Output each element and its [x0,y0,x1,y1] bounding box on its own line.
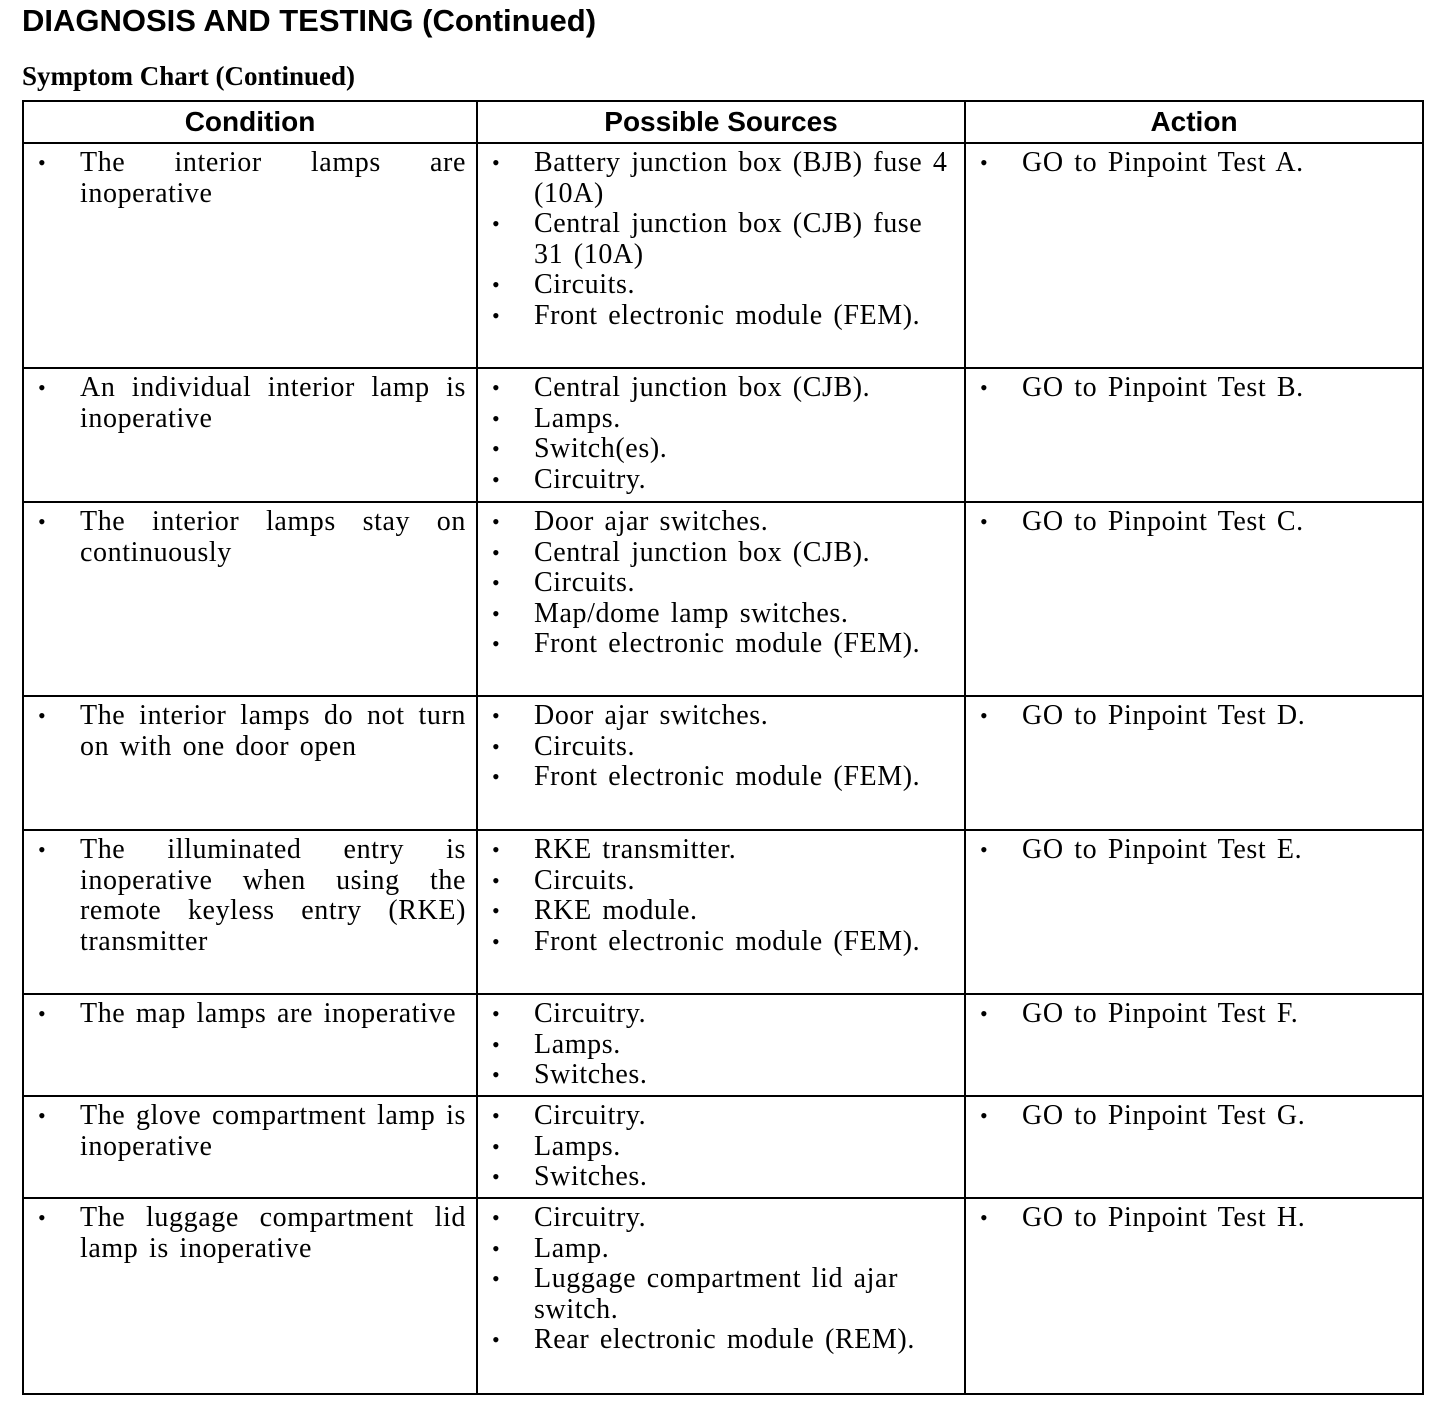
source-text: Circuitry. [534,1202,647,1233]
bullet-icon: • [492,1062,501,1087]
list-item [24,999,466,1030]
action-list [966,835,1412,866]
action-text: GO to Pinpoint Test G. [1022,1100,1306,1131]
condition-cell [23,1096,477,1198]
action-cell [965,696,1423,830]
list-item [24,148,466,209]
condition-cell [23,830,477,994]
source-text: Front electronic module (FEM). [534,925,921,957]
condition-text: The illuminated entry is inoperative when using the remote keyless entry (RKE) transmitter [80,834,466,957]
list-item [966,507,1412,538]
bullet-icon: • [492,509,501,534]
table-header-row [23,101,1423,143]
bullet-icon: • [38,1205,47,1230]
bullet-icon: • [492,837,501,862]
list-item [478,835,954,866]
action-text: GO to Pinpoint Test C. [1022,506,1304,537]
source-list [478,701,954,793]
bullet-icon: • [492,436,501,461]
list-item [966,701,1412,732]
action-list [966,507,1412,538]
list-item [478,1101,954,1132]
condition-text: The interior lamps stay on continuously [80,506,466,568]
bullet-icon: • [492,1235,501,1261]
bullet-icon: • [980,1103,989,1128]
action-list [966,1101,1412,1132]
condition-cell [23,368,477,502]
source-text: Circuits. [534,730,636,762]
list-item [478,270,954,301]
action-cell [965,1198,1423,1394]
bullet-icon: • [492,1103,501,1128]
list-item [24,835,466,957]
action-text: GO to Pinpoint Test F. [1022,998,1299,1029]
bullet-icon: • [980,1205,989,1230]
condition-cell [23,502,477,696]
source-text: RKE transmitter. [534,834,737,865]
list-item [478,1132,954,1163]
list-item [478,465,954,496]
list-item [24,1101,466,1162]
source-text: Switches. [534,1059,648,1090]
list-item [966,999,1412,1030]
symptom-chart-table [22,100,1424,1395]
action-cell [965,143,1423,368]
list-item [478,1234,954,1265]
source-text: Battery junction box (BJB) fuse 4 (10A) [534,147,948,209]
action-list [966,1203,1412,1234]
list-item [478,148,954,209]
list-item [966,1101,1412,1132]
list-item [478,927,954,958]
condition-text: The map lamps are inoperative [80,998,457,1029]
action-text: GO to Pinpoint Test E. [1022,834,1303,865]
table-row [23,502,1423,696]
list-item [24,1203,466,1264]
condition-cell [23,1198,477,1394]
table-row [23,143,1423,368]
list-item [478,507,954,538]
source-list [478,999,954,1091]
column-header-action: Action [965,101,1423,143]
list-item [24,507,466,568]
source-text: Door ajar switches. [534,506,769,537]
list-item [478,1030,954,1061]
bullet-icon: • [492,211,501,236]
action-cell [965,994,1423,1096]
bullet-icon: • [492,600,501,626]
source-text: Circuitry. [534,463,647,495]
bullet-icon: • [492,1205,501,1230]
table-row [23,1096,1423,1198]
source-text: Rear electronic module (REM). [534,1324,915,1355]
source-text: Lamps. [534,402,621,434]
list-item [24,373,466,434]
bullet-icon: • [492,898,501,923]
list-item [478,629,954,660]
source-text: Circuits. [534,269,636,300]
condition-text: The interior lamps are inoperative [80,147,466,209]
action-list [966,373,1412,404]
action-cell [965,502,1423,696]
source-text: RKE module. [534,895,698,926]
condition-cell [23,696,477,830]
source-list [478,148,954,331]
list-item [478,1325,954,1356]
column-header-condition: Condition [23,101,477,143]
list-item [478,1162,954,1193]
table-row [23,1198,1423,1394]
list-item [478,701,954,732]
source-text: Map/dome lamp switches. [534,597,849,629]
bullet-icon: • [492,1001,501,1026]
bullet-icon: • [492,867,501,893]
condition-list [24,148,466,209]
source-text: Switch(es). [534,433,668,464]
source-list [478,1101,954,1193]
bullet-icon: • [38,375,47,400]
bullet-icon: • [492,1164,501,1189]
source-cell [477,143,965,368]
bullet-icon: • [492,764,501,789]
action-text: GO to Pinpoint Test H. [1022,1202,1306,1233]
bullet-icon: • [492,405,501,431]
action-cell [965,1096,1423,1198]
condition-list [24,999,466,1030]
list-item [966,835,1412,866]
list-item [478,732,954,763]
action-list [966,148,1412,179]
source-text: Lamps. [534,1028,621,1060]
list-item [478,538,954,569]
source-text: Central junction box (CJB). [534,372,871,403]
source-cell [477,502,965,696]
bullet-icon: • [492,928,501,954]
action-text: GO to Pinpoint Test A. [1022,147,1304,178]
table-row [23,368,1423,502]
bullet-icon: • [38,1001,47,1026]
bullet-icon: • [492,302,501,328]
source-list [478,1203,954,1356]
bullet-icon: • [980,509,989,534]
bullet-icon: • [492,703,501,728]
source-list [478,373,954,495]
page-title: DIAGNOSIS AND TESTING (Continued) [22,3,597,38]
table-row [23,830,1423,994]
condition-cell [23,143,477,368]
list-item [966,148,1412,179]
condition-text: The luggage compartment lid lamp is inoperative [80,1202,466,1264]
table-row [23,696,1423,830]
list-item [478,1203,954,1234]
bullet-icon: • [492,1327,501,1352]
source-text: Luggage compartment lid ajar switch. [534,1263,899,1325]
bullet-icon: • [38,837,47,862]
list-item [478,866,954,897]
source-text: Circuitry. [534,998,647,1029]
source-text: Lamps. [534,1130,621,1162]
condition-list [24,1203,466,1264]
source-text: Switches. [534,1161,648,1192]
action-text: GO to Pinpoint Test B. [1022,372,1304,403]
source-text: Circuitry. [534,1100,647,1131]
condition-list [24,507,466,568]
bullet-icon: • [492,1266,501,1291]
list-item [966,373,1412,404]
action-list [966,999,1412,1030]
condition-text: The interior lamps do not turn on with one door open [80,700,466,762]
bullet-icon: • [492,466,501,492]
list-item [478,762,954,793]
bullet-icon: • [492,375,501,400]
list-item [478,568,954,599]
bullet-icon: • [980,703,989,728]
condition-list [24,835,466,957]
list-item [478,209,954,270]
list-item [478,999,954,1030]
bullet-icon: • [38,703,47,728]
bullet-icon: • [492,631,501,656]
action-text: GO to Pinpoint Test D. [1022,700,1306,731]
source-cell [477,368,965,502]
bullet-icon: • [492,539,501,565]
source-text: Door ajar switches. [534,700,769,731]
source-cell [477,1198,965,1394]
condition-text: The glove compartment lamp is inoperative [80,1100,466,1162]
condition-text: An individual interior lamp is inoperative [80,372,466,434]
bullet-icon: • [492,150,501,175]
condition-list [24,1101,466,1162]
action-list [966,701,1412,732]
column-header-possible-sources: Possible Sources [477,101,965,143]
source-list [478,835,954,957]
bullet-icon: • [38,150,47,175]
bullet-icon: • [492,1031,501,1057]
list-item [24,701,466,762]
list-item [478,1264,954,1325]
source-text: Front electronic module (FEM). [534,761,921,792]
section-title: Symptom Chart (Continued) [22,61,356,91]
source-text: Central junction box (CJB) fuse 31 (10A) [534,208,923,270]
bullet-icon: • [980,837,989,862]
bullet-icon: • [492,272,501,297]
list-item [478,434,954,465]
source-cell [477,994,965,1096]
table-body [23,143,1423,1394]
source-cell [477,696,965,830]
source-text: Circuits. [534,567,636,598]
source-cell [477,830,965,994]
list-item [478,301,954,332]
action-cell [965,368,1423,502]
list-item [478,599,954,630]
condition-list [24,701,466,762]
list-item [478,896,954,927]
table-row [23,994,1423,1096]
bullet-icon: • [980,375,989,400]
list-item [478,373,954,404]
source-text: Central junction box (CJB). [534,536,871,568]
bullet-icon: • [492,1133,501,1159]
source-list [478,507,954,660]
condition-cell [23,994,477,1096]
bullet-icon: • [492,570,501,595]
condition-list [24,373,466,434]
action-cell [965,830,1423,994]
source-cell [477,1096,965,1198]
source-text: Front electronic module (FEM). [534,299,921,331]
bullet-icon: • [38,509,47,534]
source-text: Lamp. [534,1232,610,1264]
bullet-icon: • [980,1001,989,1026]
bullet-icon: • [492,733,501,759]
list-item [966,1203,1412,1234]
bullet-icon: • [38,1103,47,1128]
source-text: Circuits. [534,864,636,896]
bullet-icon: • [980,150,989,175]
list-item [478,1060,954,1091]
source-text: Front electronic module (FEM). [534,628,921,659]
document-page [22,0,1422,1355]
list-item [478,404,954,435]
